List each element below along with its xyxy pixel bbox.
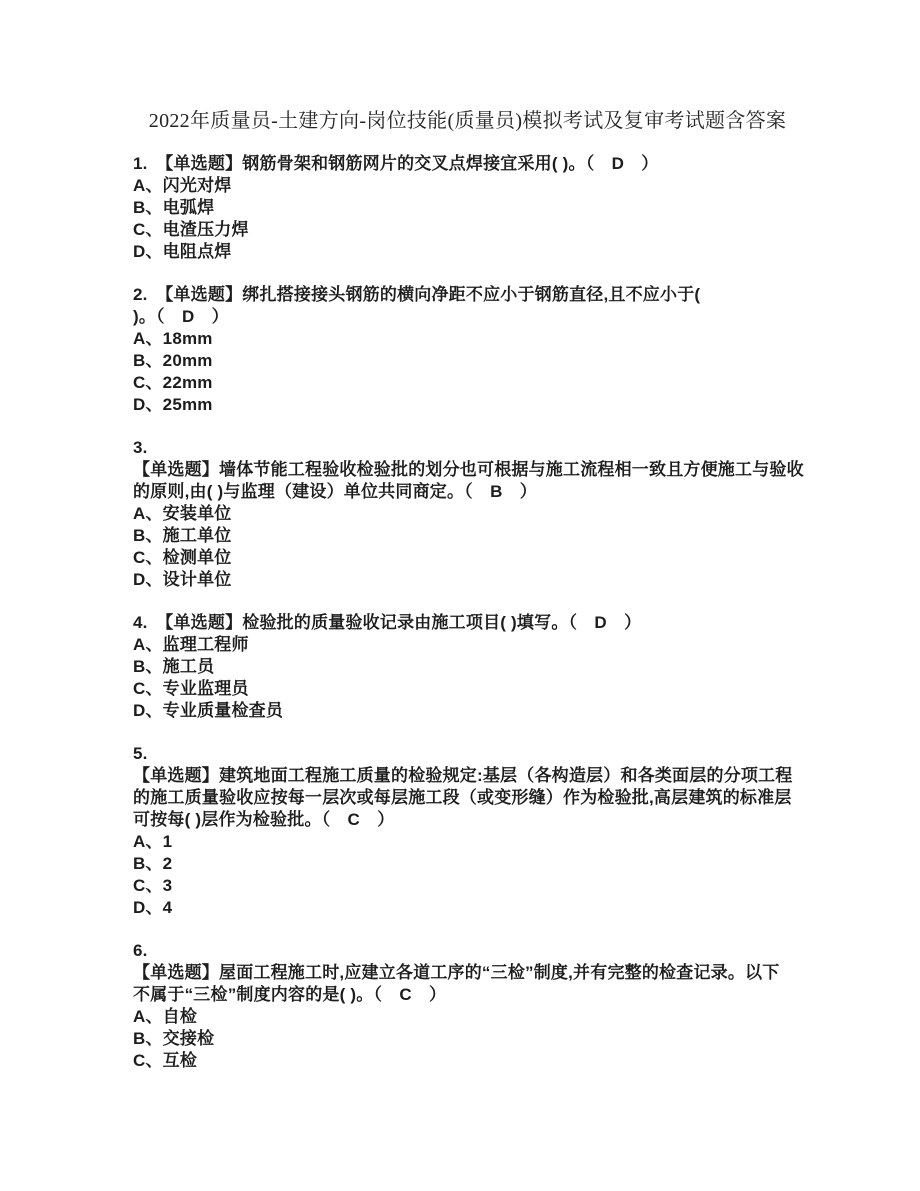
question-4-option-b: B、施工员 [133, 657, 215, 676]
question-2-option-d: D、25mm [133, 395, 213, 414]
question-4-option-d: D、专业质量检查员 [133, 701, 284, 720]
question-5-option-c: C、3 [133, 876, 173, 895]
question-5-option-a: A、1 [133, 832, 173, 851]
question-1-option-d: D、电阻点焊 [133, 242, 232, 261]
question-1-option-c: C、电渣压力焊 [133, 220, 249, 239]
question-2 [133, 284, 802, 416]
question-5-option-d: D、4 [133, 898, 173, 917]
document-title: 2022年质量员-土建方向-岗位技能(质量员)模拟考试及复审考试题含答案 [148, 110, 787, 132]
question-5-text-line: 【单选题】建筑地面工程施工质量的检验规定:基层（各构造层）和各类面层的分项工程 [133, 766, 793, 785]
question-5 [133, 743, 802, 919]
question-3-option-d: D、设计单位 [133, 570, 232, 589]
question-3-option-b: B、施工单位 [133, 526, 232, 545]
question-2-option-a: A、18mm [133, 329, 213, 348]
question-1 [133, 153, 802, 263]
question-4-option-c: C、专业监理员 [133, 679, 249, 698]
question-3-option-c: C、检测单位 [133, 548, 232, 567]
question-4-option-a: A、监理工程师 [133, 635, 249, 654]
question-6 [133, 940, 802, 1072]
question-6-text-line: 6. [133, 941, 148, 960]
question-1-option-b: B、电弧焊 [133, 198, 215, 217]
question-1-option-a: A、闪光对焊 [133, 176, 232, 195]
question-1-text-line: 1. 【单选题】钢筋骨架和钢筋网片的交叉点焊接宜采用( )。（ D ） [133, 154, 659, 173]
question-3-option-a: A、安装单位 [133, 504, 232, 523]
question-3-text-line: 【单选题】墙体节能工程验收检验批的划分也可根据与施工流程相一致且方便施工与验收 [133, 460, 804, 479]
question-4 [133, 612, 802, 722]
question-3-text-line: 的原则,由( )与监理（建设）单位共同商定。（ B ） [133, 482, 537, 501]
question-5-text-line: 5. [133, 744, 148, 763]
question-5-text-line: 的施工质量验收应按每一层次或每层施工段（或变形缝）作为检验批,高层建筑的标准层 [133, 788, 792, 807]
question-3-text-line: 3. [133, 438, 148, 457]
question-2-option-b: B、20mm [133, 351, 213, 370]
question-6-text-line: 不属于“三检”制度内容的是( )。（ C ） [133, 985, 447, 1004]
question-4-text-line: 4. 【单选题】检验批的质量验收记录由施工项目( )填写。（ D ） [133, 613, 642, 632]
question-6-option-c: C、互检 [133, 1051, 198, 1070]
question-6-option-a: A、自检 [133, 1007, 198, 1026]
question-list [133, 153, 802, 1072]
question-6-text-line: 【单选题】屋面工程施工时,应建立各道工序的“三检”制度,并有完整的检查记录。以下 [133, 963, 780, 982]
question-2-option-c: C、22mm [133, 373, 213, 392]
question-6-option-b: B、交接检 [133, 1029, 215, 1048]
question-2-text-line: )。（ D ） [133, 307, 229, 326]
question-5-text-line: 可按每( )层作为检验批。（ C ） [133, 810, 395, 829]
question-2-text-line: 2. 【单选题】绑扎搭接接头钢筋的横向净距不应小于钢筋直径,且不应小于( [133, 285, 701, 304]
question-5-option-b: B、2 [133, 854, 173, 873]
question-3 [133, 437, 802, 591]
